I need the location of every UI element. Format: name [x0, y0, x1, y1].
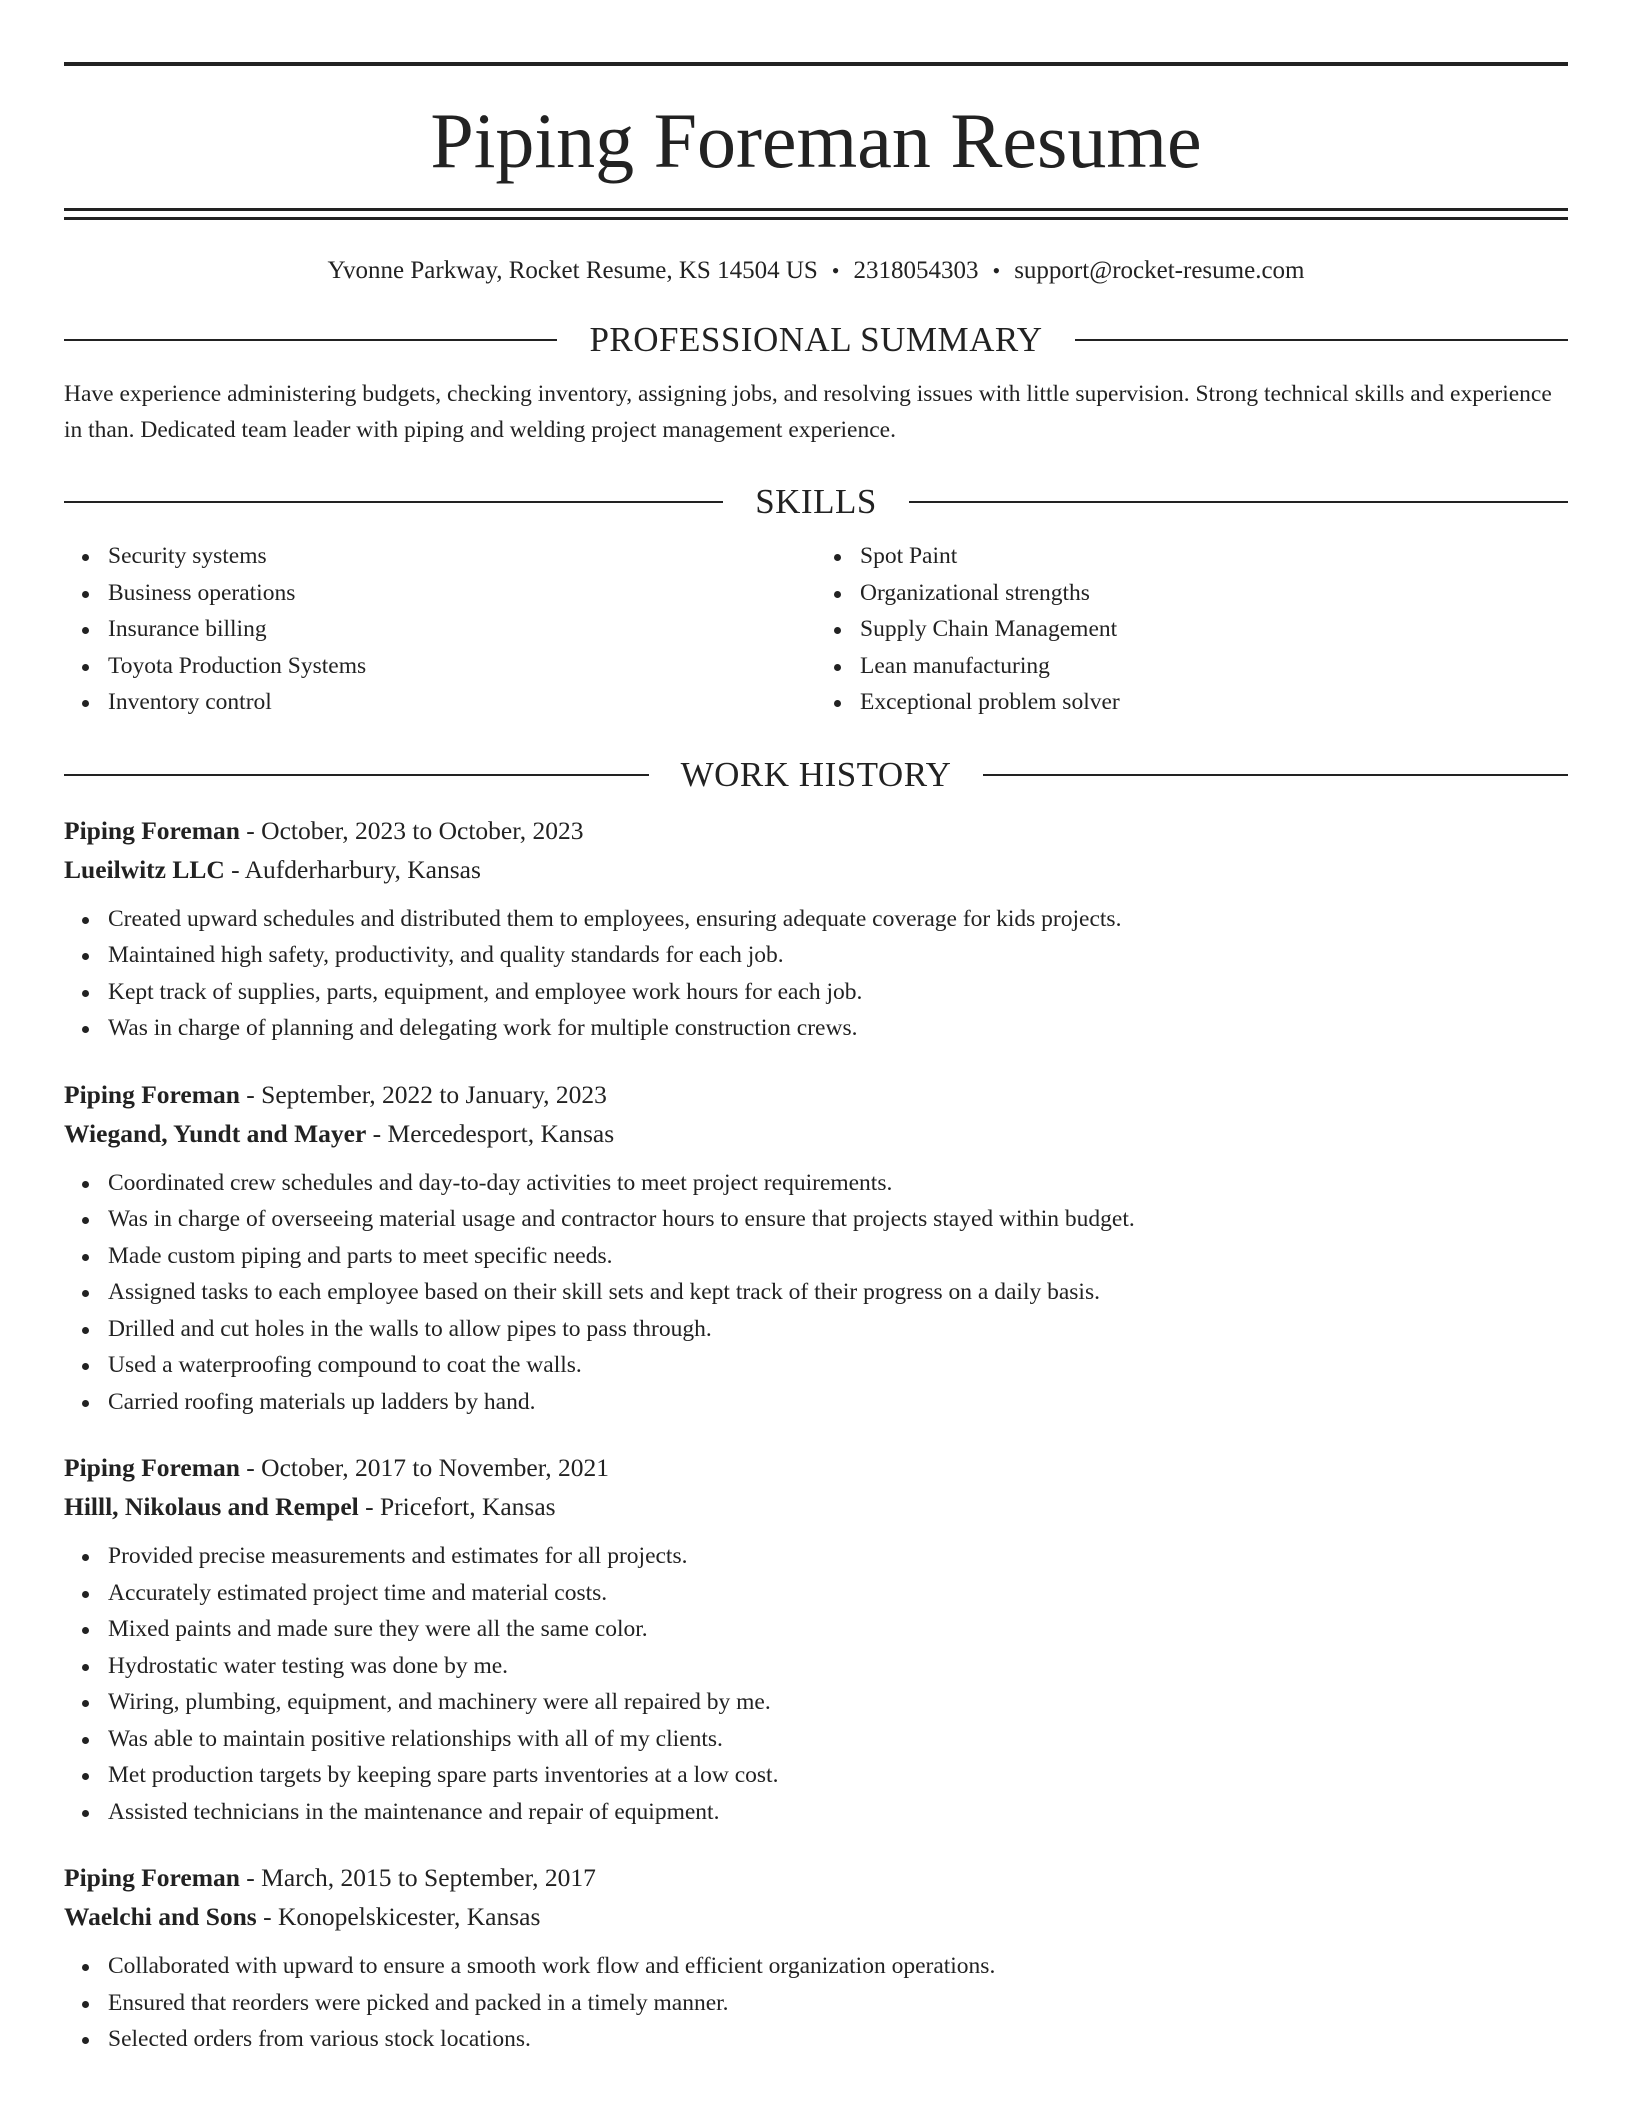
job-title: Piping Foreman: [64, 1453, 240, 1482]
skill-item: Exceptional problem solver: [860, 684, 1568, 721]
job-entry: [64, 1075, 1568, 1421]
job-bullets: [64, 901, 1568, 1047]
skill-item: Organizational strengths: [860, 575, 1568, 612]
job-bullets: [64, 1165, 1568, 1421]
resume-page: [64, 62, 1568, 2086]
job-bullet: Provided precise measurements and estimates for all projects.: [108, 1538, 1568, 1575]
job-company-line: [64, 1114, 1568, 1153]
job-title-line: [64, 1448, 1568, 1487]
job-title: Piping Foreman: [64, 1863, 240, 1892]
job-company-line: [64, 1897, 1568, 1936]
skill-item: Lean manufacturing: [860, 648, 1568, 685]
job-bullet: Carried roofing materials up ladders by hand.: [108, 1384, 1568, 1421]
work-history-heading-label: WORK HISTORY: [680, 754, 952, 794]
job-entry: [64, 1858, 1568, 2058]
heading-rule: [64, 339, 557, 341]
job-bullet: Created upward schedules and distributed them to employees, ensuring adequate coverage for kids projects.: [108, 901, 1568, 938]
job-company: Wiegand, Yundt and Mayer: [64, 1118, 367, 1148]
job-bullet: Kept track of supplies, parts, equipment, and employee work hours for each job.: [108, 974, 1568, 1011]
skills-heading: [64, 478, 1568, 526]
skill-item: Inventory control: [108, 684, 816, 721]
job-bullet: Accurately estimated project time and material costs.: [108, 1575, 1568, 1612]
job-bullet: Selected orders from various stock locations.: [108, 2021, 1568, 2058]
skills-column-left: [64, 538, 816, 721]
job-bullets: [64, 1538, 1568, 1830]
job-bullet: Met production targets by keeping spare parts inventories at a low cost.: [108, 1757, 1568, 1794]
job-company-line: [64, 850, 1568, 889]
summary-text: Have experience administering budgets, checking inventory, assigning jobs, and resolving issues with little supervision. Strong technical skills and experience in than. Dedicated team leader with piping and welding project management experience.: [64, 381, 1552, 443]
heading-rule: [1075, 339, 1568, 341]
job-title: Piping Foreman: [64, 815, 240, 845]
job-bullet: Made custom piping and parts to meet specific needs.: [108, 1238, 1568, 1275]
job-title: Piping Foreman: [64, 1079, 240, 1109]
job-bullet: Used a waterproofing compound to coat the walls.: [108, 1347, 1568, 1384]
job-dates: - March, 2015 to September, 2017: [239, 1863, 596, 1892]
work-history-heading: [64, 751, 1568, 799]
heading-rule: [983, 774, 1568, 776]
job-bullet: Was in charge of planning and delegating work for multiple construction crews.: [108, 1010, 1568, 1047]
contact-separator: •: [992, 258, 1001, 283]
job-title-line: [64, 811, 1568, 850]
skills-heading-label: SKILLS: [755, 482, 877, 521]
job-location: - Pricefort, Kansas: [358, 1492, 556, 1521]
job-title-line: [64, 1858, 1568, 1897]
job-dates: - October, 2023 to October, 2023: [239, 815, 584, 845]
skills-list: [64, 538, 1568, 721]
contact-phone: 2318054303: [853, 257, 979, 284]
top-rule: [64, 62, 1568, 66]
job-company: Lueilwitz LLC: [64, 854, 225, 884]
work-history-list: [64, 811, 1568, 2058]
job-dates: - October, 2017 to November, 2021: [239, 1453, 609, 1482]
job-location: - Mercedesport, Kansas: [366, 1118, 615, 1148]
contact-address: Yvonne Parkway, Rocket Resume, KS 14504 US: [327, 257, 818, 284]
skill-item: Toyota Production Systems: [108, 648, 816, 685]
contact-separator: •: [831, 258, 840, 283]
skill-item: Security systems: [108, 538, 816, 575]
heading-rule: [64, 774, 649, 776]
job-company-line: [64, 1487, 1568, 1526]
job-bullet: Mixed paints and made sure they were all the same color.: [108, 1611, 1568, 1648]
skills-column-right: [816, 538, 1568, 721]
job-dates: - September, 2022 to January, 2023: [239, 1079, 607, 1109]
job-bullet: Collaborated with upward to ensure a smooth work flow and efficient organization operations.: [108, 1948, 1568, 1985]
contact-line: [64, 256, 1568, 286]
job-bullet: Coordinated crew schedules and day-to-day activities to meet project requirements.: [108, 1165, 1568, 1202]
job-bullet: Was able to maintain positive relationships with all of my clients.: [108, 1721, 1568, 1758]
title-double-rule: [64, 208, 1568, 220]
job-bullet: Ensured that reorders were picked and packed in a timely manner.: [108, 1985, 1568, 2022]
skill-item: Spot Paint: [860, 538, 1568, 575]
job-bullet: Wiring, plumbing, equipment, and machinery were all repaired by me.: [108, 1684, 1568, 1721]
skill-item: Supply Chain Management: [860, 611, 1568, 648]
summary-heading-label: PROFESSIONAL SUMMARY: [589, 320, 1043, 359]
job-bullet: Was in charge of overseeing material usage and contractor hours to ensure that projects stayed within budget.: [108, 1201, 1568, 1238]
skill-item: Business operations: [108, 575, 816, 612]
page-title: Piping Foreman Resume: [430, 97, 1202, 184]
job-location: - Aufderharbury, Kansas: [224, 854, 481, 884]
job-bullet: Maintained high safety, productivity, and quality standards for each job.: [108, 937, 1568, 974]
job-entry: [64, 1448, 1568, 1830]
job-bullet: Hydrostatic water testing was done by me.: [108, 1648, 1568, 1685]
job-bullet: Drilled and cut holes in the walls to allow pipes to pass through.: [108, 1311, 1568, 1348]
job-bullet: Assigned tasks to each employee based on their skill sets and kept track of their progress on a daily basis.: [108, 1274, 1568, 1311]
summary-heading: [64, 316, 1568, 364]
contact-email: support@rocket-resume.com: [1014, 257, 1305, 284]
heading-rule: [909, 501, 1568, 503]
job-entry: [64, 811, 1568, 1047]
job-bullet: Assisted technicians in the maintenance and repair of equipment.: [108, 1794, 1568, 1831]
skill-item: Insurance billing: [108, 611, 816, 648]
job-company: Hilll, Nikolaus and Rempel: [64, 1492, 359, 1521]
job-location: - Konopelskicester, Kansas: [256, 1902, 541, 1931]
job-title-line: [64, 1075, 1568, 1114]
job-bullets: [64, 1948, 1568, 2058]
heading-rule: [64, 501, 723, 503]
job-company: Waelchi and Sons: [64, 1902, 257, 1931]
